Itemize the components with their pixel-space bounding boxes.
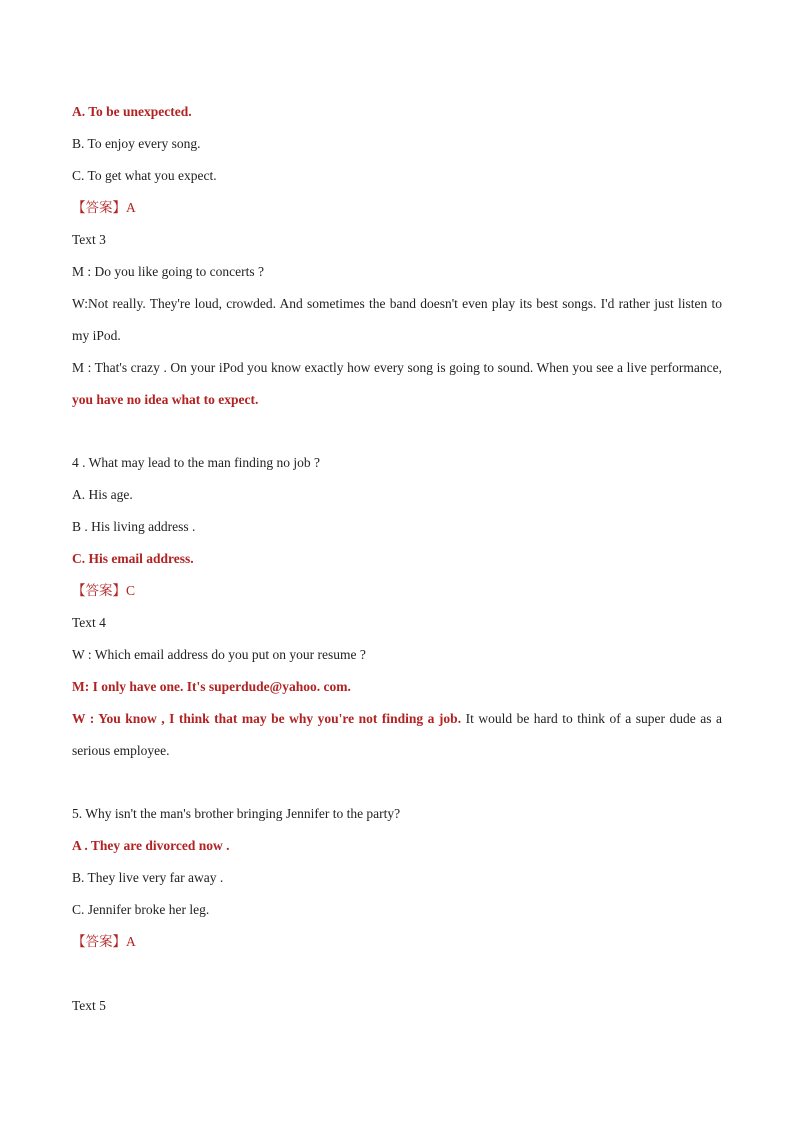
q5-question: 5. Why isn't the man's brother bringing Jennifer to the party? — [72, 806, 401, 821]
spacer — [72, 767, 722, 798]
answer-value: A — [126, 934, 136, 949]
q4-question: 4 . What may lead to the man finding no job ? — [72, 455, 320, 470]
q4-answer — [72, 575, 722, 607]
q4-text-label: Text 4 — [72, 615, 106, 630]
q3-option-c: C. To get what you expect. — [72, 168, 217, 183]
q3-m2-text: M : That's crazy . On your iPod you know exactly how every song is going to sound. When you see a live performance, — [72, 360, 722, 375]
q3-answer — [72, 192, 722, 224]
q4-dialogue-w1: W : Which email address do you put on your resume ? — [72, 647, 366, 662]
q4-w2-highlight: W : You know , I think that may be why you're not finding a job. — [72, 711, 462, 726]
q4-dialogue-m1: M: I only have one. It's superdude@yahoo. com. — [72, 679, 351, 694]
q5-option-b: B. They live very far away . — [72, 870, 224, 885]
q3-dialogue-w1: W:Not really. They're loud, crowded. And sometimes the band doesn't even play its best songs. I'd rather just listen to my iPod. — [72, 296, 722, 343]
q3-option-a: A. To be unexpected. — [72, 104, 192, 119]
document-page — [72, 96, 722, 1022]
answer-value: A — [126, 200, 136, 215]
q4-option-a: A. His age. — [72, 487, 133, 502]
q5-option-a: A . They are divorced now . — [72, 838, 230, 853]
q3-option-b: B. To enjoy every song. — [72, 136, 201, 151]
answer-label: 【答案】 — [72, 934, 126, 949]
q4-option-b: B . His living address . — [72, 519, 196, 534]
q4-option-c: C. His email address. — [72, 551, 194, 566]
answer-label: 【答案】 — [72, 200, 126, 215]
q5-answer — [72, 926, 722, 958]
q3-text-label: Text 3 — [72, 232, 106, 247]
spacer — [72, 958, 722, 990]
answer-label: 【答案】 — [72, 583, 126, 598]
q3-m2-highlight: you have no idea what to expect. — [72, 392, 259, 407]
answer-value: C — [126, 583, 136, 598]
q5-option-c: C. Jennifer broke her leg. — [72, 902, 210, 917]
q3-dialogue-m1: M : Do you like going to concerts ? — [72, 264, 264, 279]
q3-dialogue-m2 — [72, 352, 722, 416]
spacer — [72, 416, 722, 447]
q4-w2-text: It would be hard to think of a super dude as a serious employee. — [72, 711, 723, 758]
q5-text-label: Text 5 — [72, 998, 106, 1013]
q4-dialogue-w2 — [72, 703, 722, 767]
